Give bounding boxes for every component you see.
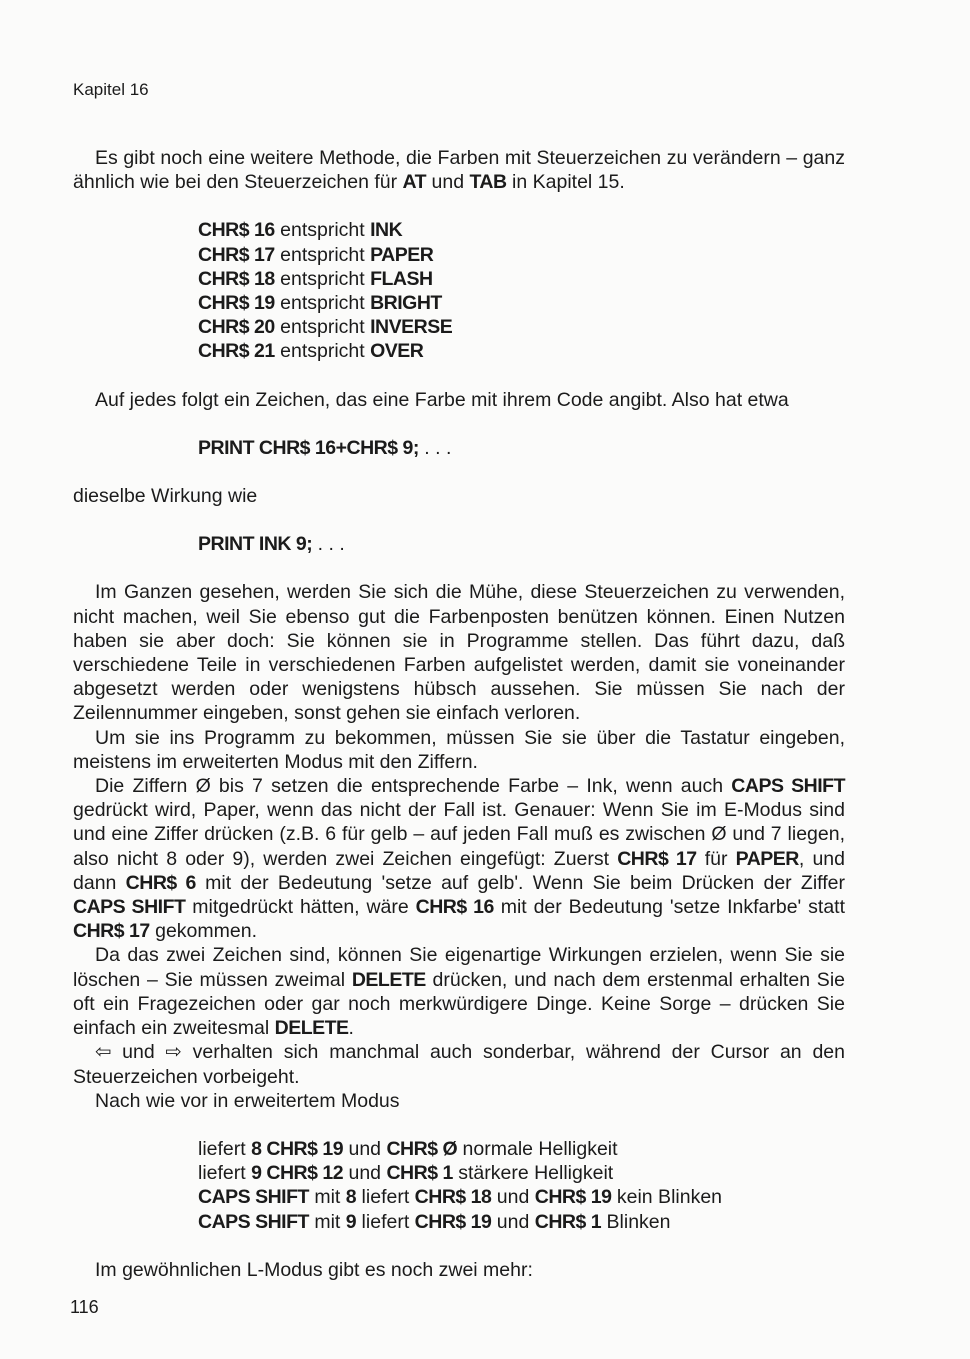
paragraph-ziffern: Die Ziffern Ø bis 7 setzen die entsprechende Farbe – Ink, wenn auch CAPS SHIFT gedrückt wird, Paper, wenn das nicht der Fall ist. Genauer: Wenn Sie im E-Modus sind und eine Ziffer drücken (z.B. 6 für gelb – auf jeden Fall muß es zwischen Ø und 7 liegen, also nicht 8 oder 9), werden zwei Zeichen eingefügt: Zuerst CHR$ 17 für PAPER, und dann CHR$ 6 mit der Bedeutung 'setze auf gelb'. Wenn Sie beim Drücken der Ziffer CAPS SHIFT mitgedrückt hätten, wäre CHR$ 16 mit der Bedeutung 'setze Inkfarbe' statt CHR$ 17 gekommen.: [73, 775, 846, 943]
intro-paragraph: Es gibt noch eine weitere Methode, die Farben mit Steuerzeichen zu verändern – ganz ähnlich wie bei den Steuerzeichen für AT und TAB in Kapitel 15.: [73, 147, 845, 194]
code-row: CHR$ 20 entspricht INVERSE: [198, 316, 453, 339]
code-row: CHR$ 17 entspricht PAPER: [198, 243, 434, 266]
paragraph-arrows: ⇦ und ⇨ verhalten sich manchmal auch sonderbar, während der Cursor an den Steuerzeichen vorbeigeht.: [73, 1041, 845, 1088]
code-row: CHR$ 19 entspricht BRIGHT: [198, 292, 442, 315]
paragraph-auf: Auf jedes folgt ein Zeichen, das eine Farbe mit ihrem Code angibt. Also hat etwa: [95, 388, 789, 411]
mode-row: CAPS SHIFT mit 9 liefert CHR$ 19 und CHR$ 1 Blinken: [198, 1210, 671, 1233]
code-list: [73, 218, 845, 363]
example-code-2: PRINT INK 9; . . .: [198, 533, 345, 556]
code-row: CHR$ 18 entspricht FLASH: [198, 267, 433, 290]
paragraph-da: Da das zwei Zeichen sind, können Sie eigenartige Wirkungen erzielen, wenn Sie sie löschen – Sie müssen zweimal DELETE drücken, und nach dem erstenmal erhalten Sie oft ein Fragezeichen oder gar noch merkwürdigere Dinge. Keine Sorge – drücken Sie einfach ein zweitesmal DELETE.: [73, 944, 845, 1040]
code-row: CHR$ 16 entspricht INK: [198, 219, 403, 242]
running-header: Kapitel 16: [73, 80, 149, 99]
paragraph-dieselbe: dieselbe Wirkung wie: [73, 485, 258, 508]
body-text: [73, 146, 845, 1282]
mode-row: CAPS SHIFT mit 8 liefert CHR$ 18 und CHR$ 19 kein Blinken: [198, 1186, 723, 1209]
example-code-1: PRINT CHR$ 16+CHR$ 9; . . .: [198, 436, 452, 459]
paragraph-last: Im gewöhnlichen L-Modus gibt es noch zwei mehr:: [95, 1258, 533, 1281]
right-arrow-icon: ⇨: [165, 1041, 182, 1064]
paragraph-ganzen: Im Ganzen gesehen, werden Sie sich die Mühe, diese Steuerzeichen zu verwenden, nicht machen, weil Sie ebenso gut die Farbenposten benützen können. Einen Nutzen haben sie aber doch: Sie können sie in Programme stellen. Das führt dazu, daß verschiedene Teile in verschiedenen Farben aufgelistet werden, damit sie voneinander abgesetzt werden oder wenigstens hübsch aussehen. Sie müssen Sie nach der Zeilennummer eingeben, sonst gehen sie einfach verloren.: [73, 581, 845, 725]
code-row: CHR$ 21 entspricht OVER: [198, 340, 424, 363]
mode-row: liefert 9 CHR$ 12 und CHR$ 1 stärkere Helligkeit: [198, 1162, 614, 1185]
left-arrow-icon: ⇦: [95, 1041, 112, 1064]
mode-row: liefert 8 CHR$ 19 und CHR$ Ø normale Helligkeit: [198, 1137, 618, 1160]
page-number: 116: [70, 1297, 99, 1317]
paragraph-um: Um sie ins Programm zu bekommen, müssen Sie sie über die Tastatur eingeben, meistens im erweiterten Modus mit den Ziffern.: [73, 726, 845, 773]
mode-list: [73, 1137, 845, 1234]
paragraph-nach: Nach wie vor in erweitertem Modus: [95, 1089, 400, 1112]
